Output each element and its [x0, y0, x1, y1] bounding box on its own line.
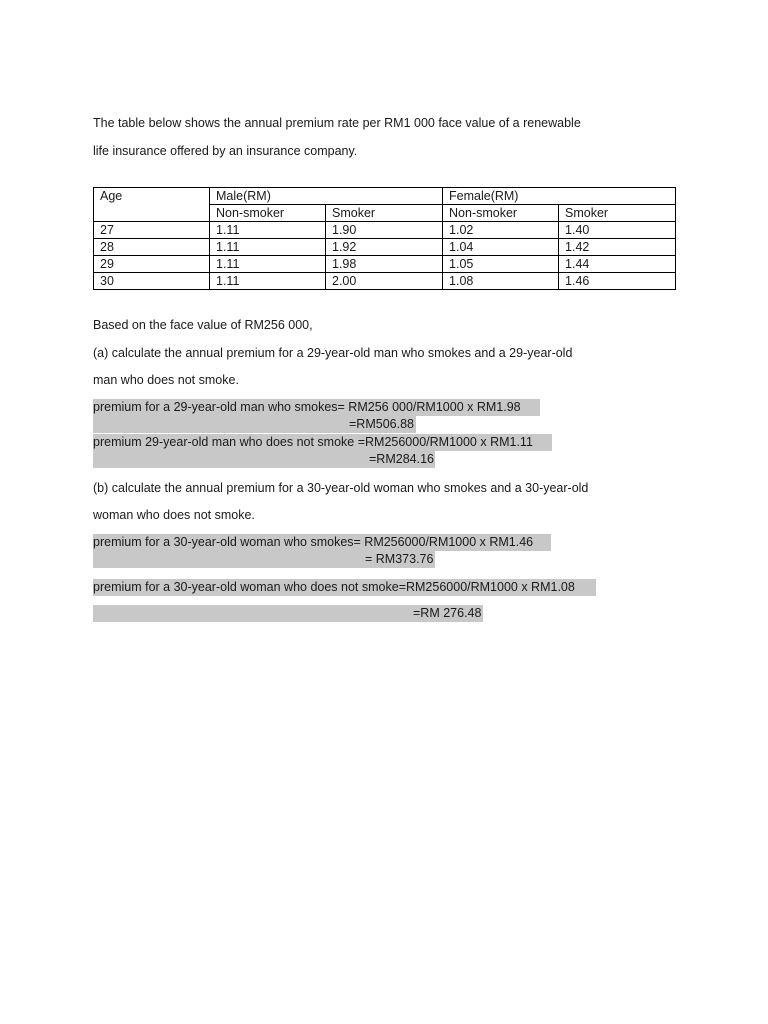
- cell-female-nonsmoker: 1.05: [443, 256, 559, 273]
- part-a-line-2: man who does not smoke.: [93, 373, 239, 387]
- answer-b-nonsmoker-calc-text: premium for a 30-year-old woman who does not smoke=RM256000/RM1000 x RM1.08: [93, 580, 575, 594]
- cell-age: 29: [94, 256, 210, 273]
- table-header-row: [94, 188, 676, 205]
- answer-a-smoker-result-text: =RM506.88: [349, 417, 414, 431]
- cell-male-nonsmoker: 1.11: [210, 239, 326, 256]
- female-header: Female(RM): [443, 188, 676, 205]
- cell-female-nonsmoker: 1.04: [443, 239, 559, 256]
- cell-male-smoker: 1.98: [326, 256, 443, 273]
- female-nonsmoker-header: Non-smoker: [443, 205, 559, 222]
- answer-b-smoker-calc-text: premium for a 30-year-old woman who smokes= RM256000/RM1000 x RM1.46: [93, 535, 534, 549]
- table-row: [94, 256, 676, 273]
- answer-a-smoker-calc: [93, 399, 540, 416]
- part-b-line-2: woman who does not smoke.: [93, 508, 255, 522]
- cell-female-nonsmoker: 1.02: [443, 222, 559, 239]
- cell-age: 30: [94, 273, 210, 290]
- answer-b-smoker-result-text: = RM373.76: [365, 552, 434, 566]
- cell-male-smoker: 1.90: [326, 222, 443, 239]
- answer-a-nonsmoker-result-text: =RM284.16: [369, 452, 434, 466]
- part-a-line-1: (a) calculate the annual premium for a 29-year-old man who smokes and a 29-year-old: [93, 346, 573, 360]
- answer-b-nonsmoker-calc: [93, 579, 596, 596]
- cell-female-smoker: 1.44: [559, 256, 676, 273]
- cell-male-nonsmoker: 1.11: [210, 256, 326, 273]
- answer-a-nonsmoker-calc: [93, 434, 552, 451]
- male-header: Male(RM): [210, 188, 443, 205]
- cell-female-smoker: 1.40: [559, 222, 676, 239]
- intro-line-1: The table below shows the annual premium rate per RM1 000 face value of a renewable: [93, 116, 581, 130]
- answer-b-smoker-calc: [93, 534, 551, 551]
- male-nonsmoker-header: Non-smoker: [210, 205, 326, 222]
- answer-a-nonsmoker-calc-text: premium 29-year-old man who does not smoke =RM256000/RM1000 x RM1.11: [93, 435, 533, 449]
- cell-male-nonsmoker: 1.11: [210, 273, 326, 290]
- intro-line-2: life insurance offered by an insurance company.: [93, 144, 358, 158]
- premium-rate-table: [93, 187, 676, 290]
- answer-b-nonsmoker-result-text: =RM 276.48: [413, 606, 482, 620]
- age-header: Age: [94, 188, 210, 222]
- cell-age: 28: [94, 239, 210, 256]
- cell-female-smoker: 1.42: [559, 239, 676, 256]
- answer-a-smoker-result: [93, 416, 416, 433]
- cell-male-nonsmoker: 1.11: [210, 222, 326, 239]
- cell-age: 27: [94, 222, 210, 239]
- answer-b-smoker-result: [93, 551, 435, 568]
- cell-male-smoker: 2.00: [326, 273, 443, 290]
- cell-female-smoker: 1.46: [559, 273, 676, 290]
- answer-a-smoker-calc-text: premium for a 29-year-old man who smokes= RM256 000/RM1000 x RM1.98: [93, 400, 521, 414]
- table-row: [94, 273, 676, 290]
- table-row: [94, 239, 676, 256]
- cell-female-nonsmoker: 1.08: [443, 273, 559, 290]
- face-value-line: Based on the face value of RM256 000,: [93, 318, 313, 332]
- cell-male-smoker: 1.92: [326, 239, 443, 256]
- part-b-line-1: (b) calculate the annual premium for a 30-year-old woman who smokes and a 30-year-old: [93, 481, 589, 495]
- female-smoker-header: Smoker: [559, 205, 676, 222]
- table-row: [94, 222, 676, 239]
- answer-b-nonsmoker-result: [93, 605, 483, 622]
- male-smoker-header: Smoker: [326, 205, 443, 222]
- answer-a-nonsmoker-result: [93, 451, 435, 468]
